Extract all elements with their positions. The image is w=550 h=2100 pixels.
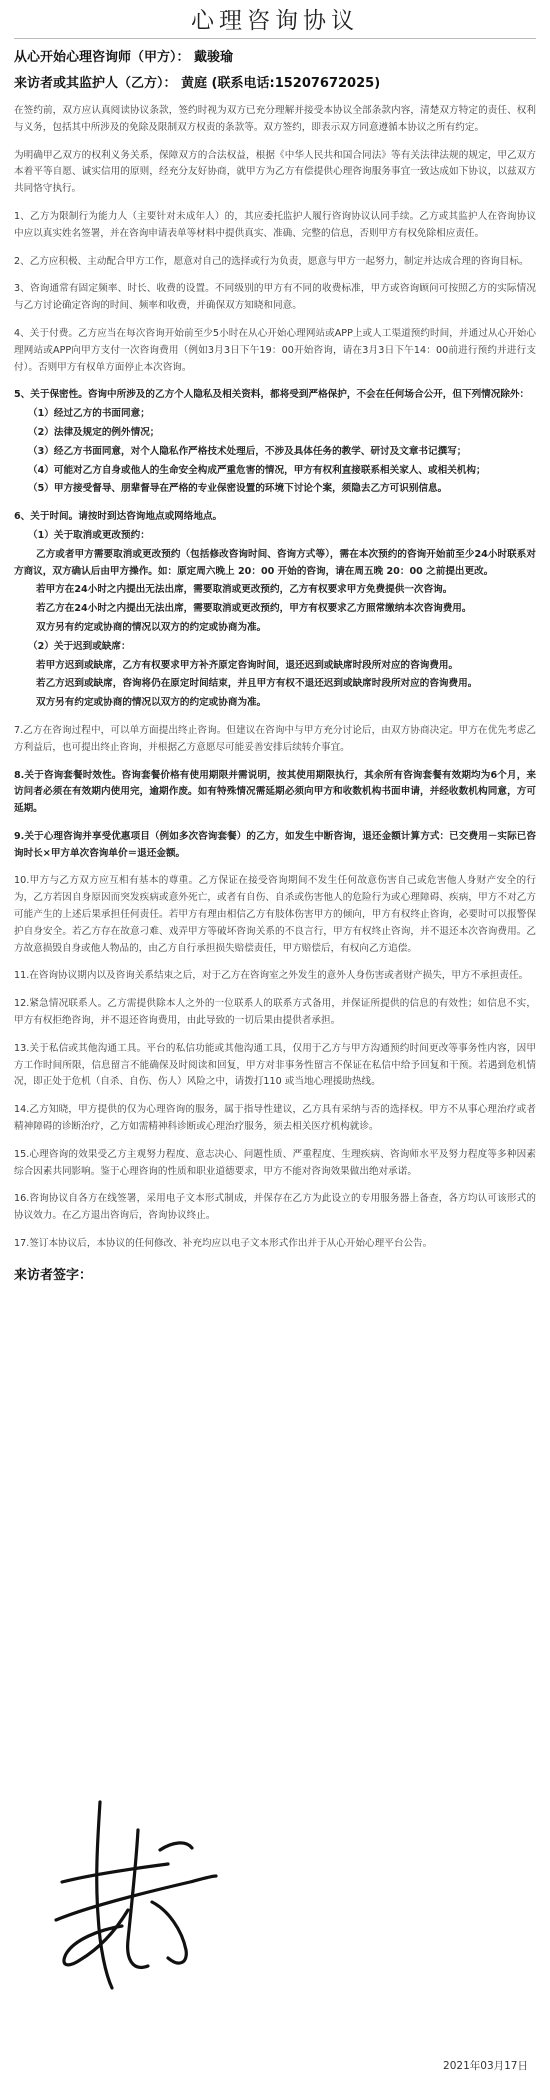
clause-13: 13.关于私信或其他沟通工具。平台的私信功能或其他沟通工具，仅用于乙方与甲方沟通预约时间更改等事务性内容，因甲方工作时间所限，信息留言不能确保及时阅读和回复，甲方对非事务性留言不保证在私信中给予回复和干预。若遇到危机情况，即正处于危机（自杀、自伤、伤人）风险之中，请拨打110 或当地心理援助热线。 <box>14 1042 536 1088</box>
clause-9: 9.关于心理咨询并享受优惠项目（例如多次咨询套餐）的乙方，如发生中断咨询，退还金额计算方式：已交费用－实际已咨询时长×甲方单次咨询单价＝退还金额。 <box>14 830 536 859</box>
clause-1: 1、乙方为限制行为能力人（主要针对未成年人）的，其应委托监护人履行咨询协议认同手续。乙方或其监护人在咨询协议中应以真实姓名签署，并在咨询申请表单等材料中提供真实、准确、完整的信息，否则甲方有权免除相应责任。 <box>14 210 536 239</box>
clause-16: 16.咨询协议自各方在线签署，采用电子文本形式制成，并保存在乙方为此设立的专用服务器上备查，各方均认可该形式的协议效力。在乙方退出咨询后，咨询协议终止。 <box>14 1193 536 1222</box>
party-b: 来访者或其监护人（乙方）： 黄庭 (联系电话:15207672025) <box>14 76 381 91</box>
intro-paragraph-1: 在签约前，双方应认真阅读协议条款，签约时视为双方已充分理解并接受本协议全部条款内容，清楚双方特定的责任、权利与义务，包括其中所涉及的免除及限制双方权责的条款等。双方签约，即表示双方同意遵循本协议之所有约定。 <box>14 105 536 133</box>
clause-6-sub-1-d: 双方另有约定或协商的情况以双方的约定或协商为准。 <box>36 621 267 633</box>
clause-8: 8.关于咨询套餐时效性。咨询套餐价格有使用期限并需说明，按其使用期限执行，其余所有咨询套餐有效期均为6个月，来访问者必须在有效期内使用完，逾期作废。如有特殊情况需延期必须向甲方和收数机构书面申请，并经收数机构同意，方可延期。 <box>14 769 536 815</box>
clause-15: 15.心理咨询的效果受乙方主观努力程度、意志决心、问题性质、严重程度、生理疾病、咨询师水平及努力程度等多种因素综合因素共同影响。鉴于心理咨询的性质和职业道德要求，甲方不能对咨询效果做出绝对承诺。 <box>14 1148 536 1177</box>
title-divider <box>14 38 536 39</box>
clause-6-sub-1-a: 乙方或者甲方需要取消或更改预约（包括修改咨询时间、咨询方式等），需在本次预约的咨询开始前至少24小时联系对方商议，双方确认后由甲方操作。如：原定周六晚上 20：00 开始的咨询，请在周五晚 20：00 之前提出更改。 <box>14 548 536 577</box>
clause-5: 5、关于保密性。咨询中所涉及的乙方个人隐私及相关资料，都将受到严格保护，不会在任何场合公开，但下列情况除外： <box>14 389 530 401</box>
clause-6-sub-2-a: 若甲方迟到或缺席，乙方有权要求甲方补齐原定咨询时间，退还迟到或缺席时段所对应的咨询费用。 <box>36 659 459 671</box>
intro-paragraph-2: 为明确甲乙双方的权利义务关系，保障双方的合法权益，根据《中华人民共和国合同法》等有关法律法规的规定，甲乙双方本着平等自愿、诚实信用的原则，经充分友好协商，就甲方为乙方有偿提供心理咨询服务事宜一致达成如下协议，以兹双方共同恪守执行。 <box>14 149 536 195</box>
clause-5-item-2: （2）法律及规定的例外情况； <box>28 426 160 438</box>
clause-12: 12.紧急情况联系人。乙方需提供除本人之外的一位联系人的联系方式备用，并保证所提供的信息的有效性；如信息不实，甲方有权拒绝咨询，并不退还咨询费用，由此导致的一切后果由提供者承担。 <box>14 998 536 1027</box>
clause-3: 3、咨询通常有固定频率、时长、收费的设置。不同级别的甲方有不同的收费标准，甲方或咨询顾问可按照乙方的实际情况与乙方讨论确定咨询的时间、频率和收费，并确保双方知晓和同意。 <box>14 283 536 312</box>
signing-date: 2021年03月17日 <box>443 2060 528 2072</box>
clause-5-item-4: （4）可能对乙方自身或他人的生命安全构成严重危害的情况，甲方有权利直接联系相关家人、或相关机构； <box>28 464 486 476</box>
clause-5-item-5: （5）甲方接受督导、朋辈督导在严格的专业保密设置的环境下讨论个案，须隐去乙方可识别信息。 <box>28 483 448 495</box>
signature-label: 来访者签字： <box>14 1267 93 1283</box>
clause-17: 17.签订本协议后，本协议的任何修改、补充均应以电子文本形式作出并于从心开始心理平台公告。 <box>14 1238 433 1250</box>
clause-10: 10.甲方与乙方双方应互相有基本的尊重。乙方保证在接受咨询期间不发生任何故意伤害自己或危害他人身财产安全的行为，乙方若因自身原因而突发疾病或意外死亡，或者有自伤、自杀或伤害他人的危险行为或心理障碍、疾病，甲方不对乙方可能产生的上述后果承担任何责任。若甲方有理由相信乙方有肢体伤害甲方的倾向，甲方有权终止咨询，必要时可以报警保护自身安全。若乙方存在故意刁难、戏弄甲方等破坏咨询关系的不良言行，甲方有权终止咨询，并不退还本次咨询费用。乙方故意损毁自身或他人物品的，由乙方自行承担损失赔偿责任，甲方赔偿后，有权向乙方追偿。 <box>14 875 536 954</box>
clause-6-sub-1-c: 若乙方在24小时之内提出无法出席，需要取消或更改预约，甲方有权要求乙方照常缴纳本次咨询费用。 <box>36 603 472 615</box>
clause-4: 4、关于付费。乙方应当在每次咨询开始前至少5小时在从心开始心理网站或APP上或人工渠道预约时间，并通过从心开始心理网站或APP向甲方支付一次咨询费用（例如3月3日下午19：00开始咨询，请在3月3日下午14：00前进行预约并进行支付）。否则甲方有权单方面停止本次咨询。 <box>14 327 536 373</box>
clause-5-item-3: （3）经乙方书面同意，对个人隐私作严格技术处理后，不涉及具体任务的教学、研讨及文章书记撰写； <box>28 445 467 457</box>
clause-6: 6、关于时间。请按时到达咨询地点或网络地点。 <box>14 511 223 523</box>
handwritten-signature <box>40 1790 230 2000</box>
clause-6-sub-2-c: 双方另有约定或协商的情况以双方的约定或协商为准。 <box>36 697 267 709</box>
page-title: 心理咨询协议 <box>191 8 359 34</box>
clause-6-sub-1: （1）关于取消或更改预约： <box>28 529 150 541</box>
clause-11: 11.在咨询协议期内以及咨询关系结束之后，对于乙方在咨询室之外发生的意外人身伤害或者财产损失，甲方不承担责任。 <box>14 970 529 982</box>
clause-6-sub-1-b: 若甲方在24小时之内提出无法出席，需要取消或更改预约，乙方有权要求甲方免费提供一次咨询。 <box>36 584 453 596</box>
party-a: 从心开始心理咨询师（甲方）： 戴骏瑜 <box>14 50 234 65</box>
clause-6-sub-2: （2）关于迟到或缺席： <box>28 640 131 652</box>
clause-5-item-1: （1）经过乙方的书面同意； <box>28 408 150 420</box>
clause-7: 7.乙方在咨询过程中，可以单方面提出终止咨询。但建议在咨询中与甲方充分讨论后，由双方协商决定。甲方在优先考虑乙方利益后，也可提出终止咨询，并根据乙方意愿尽可能妥善安排后续转介事宜。 <box>14 724 536 753</box>
clause-2: 2、乙方应积极、主动配合甲方工作，愿意对自己的选择或行为负责，愿意与甲方一起努力，制定并达成合理的咨询目标。 <box>14 255 529 267</box>
clause-14: 14.乙方知晓，甲方提供的仅为心理咨询的服务，属于指导性建议，乙方具有采纳与否的选择权。甲方不从事心理治疗或者精神障碍的诊断治疗，乙方如需精神科诊断或心理治疗服务，须去相关医疗机构就诊。 <box>14 1104 536 1133</box>
clause-6-sub-2-b: 若乙方迟到或缺席，咨询将仍在原定时间结束，并且甲方有权不退还迟到或缺席时段所对应的咨询费用。 <box>36 678 478 690</box>
